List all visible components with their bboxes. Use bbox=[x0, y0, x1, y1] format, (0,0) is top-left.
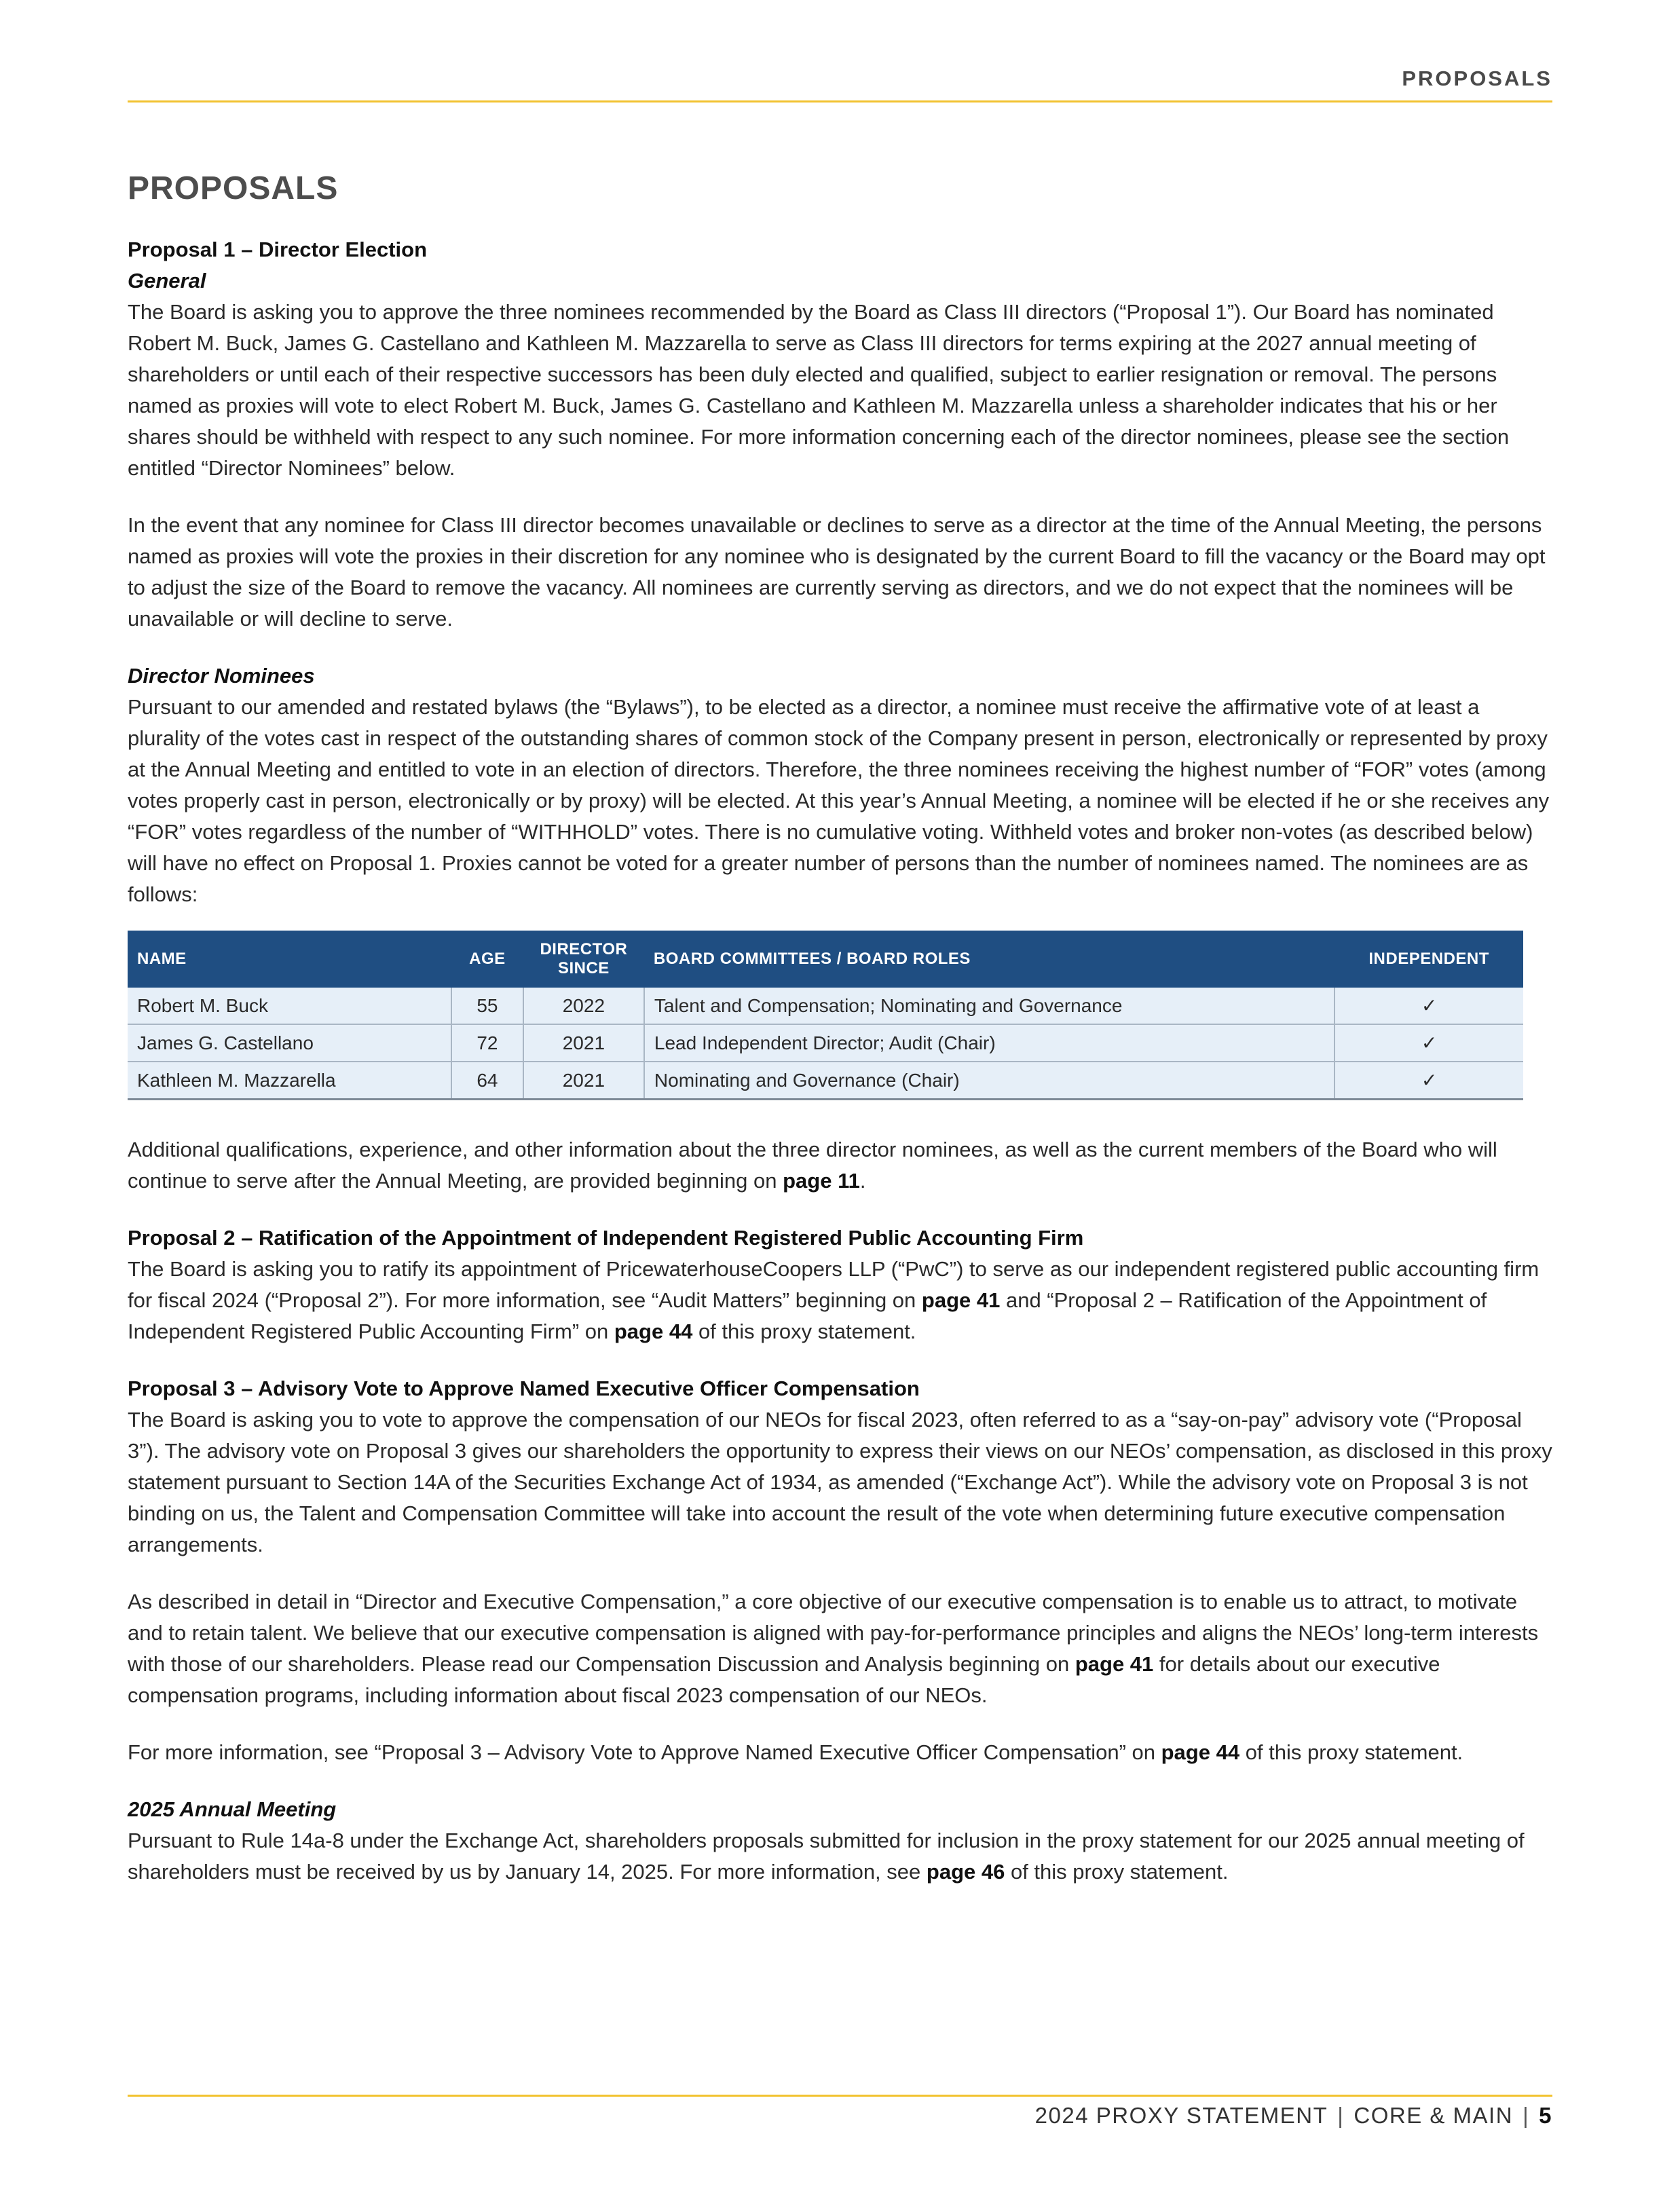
page-reference: page 41 bbox=[1075, 1652, 1154, 1676]
cell-board-roles: Talent and Compensation; Nominating and Governance bbox=[644, 988, 1334, 1024]
footer-separator: | bbox=[1523, 2103, 1530, 2128]
proposal1-paragraph-4: Additional qualifications, experience, and other information about the three director nominees, as well as the current members of the Board who will continue to serve after the Annual Meeting, are provided beginning on page 11. bbox=[128, 1138, 1497, 1193]
page-reference: page 46 bbox=[926, 1860, 1005, 1884]
column-header-board-roles: BOARD COMMITTEES / BOARD ROLES bbox=[644, 931, 1334, 988]
table-row bbox=[128, 1024, 1523, 1062]
check-icon: ✓ bbox=[1334, 988, 1523, 1024]
check-icon: ✓ bbox=[1334, 1024, 1523, 1062]
page-number: 5 bbox=[1539, 2103, 1552, 2128]
footer-separator: | bbox=[1337, 2103, 1345, 2128]
table-header-row bbox=[128, 931, 1523, 988]
proposal3-heading: Proposal 3 – Advisory Vote to Approve Named Executive Officer Compensation bbox=[128, 1377, 920, 1400]
proposal3-paragraph-1: The Board is asking you to vote to approve the compensation of our NEOs for fiscal 2023, often referred to as a “say-on-pay” advisory vote (“Proposal 3”). The advisory vote on Proposal 3 gives our shareholders the opportunity to express their views on our NEOs’ compensation, as disclosed in this proxy statement pursuant to Section 14A of the Securities Exchange Act of 1934, as amended (“Exchange Act”). While the advisory vote on Proposal 3 is not binding on us, the Talent and Compensation Committee will take into account the result of the vote when determining future executive compensation arrangements. bbox=[128, 1408, 1552, 1556]
proposal2-paragraph: The Board is asking you to ratify its appointment of PricewaterhouseCoopers LLP (“PwC”) to serve as our independent registered public accounting firm for fiscal 2024 (“Proposal 2”). For more information, see “Audit Matters” beginning on page 41 and “Proposal 2 – Ratification of the Appointment of Independent Registered Public Accounting Firm” on page 44 of this proxy statement. bbox=[128, 1257, 1539, 1343]
page-footer bbox=[1035, 2103, 1552, 2129]
column-header-age: AGE bbox=[451, 931, 523, 988]
proposal1-paragraph-3: Pursuant to our amended and restated bylaws (the “Bylaws”), to be elected as a director, a nominee must receive the affirmative vote of at least a plurality of the votes cast in respect of the outstanding shares of common stock of the Company present in person, electronically or represented by proxy at the Annual Meeting and entitled to vote in an election of directors. Therefore, the three nominees receiving the highest number of “FOR” votes (among votes properly cast in person, electronically or by proxy) will be elected. At this year’s Annual Meeting, a nominee will be elected if he or she receives any “FOR” votes regardless of the number of “WITHHOLD” votes. There is no cumulative voting. Withheld votes and broker non-votes (as described below) will have no effect on Proposal 1. Proxies cannot be voted for a greater number of persons than the number of nominees named. The nominees are as follows: bbox=[128, 695, 1550, 906]
proposal1-paragraph-2: In the event that any nominee for Class III director becomes unavailable or declines to serve as a director at the time of the Annual Meeting, the persons named as proxies will vote the proxies in their discretion for any nominee who is designated by the current Board to fill the vacancy or the Board may opt to adjust the size of the Board to remove the vacancy. All nominees are currently serving as directors, and we do not expect that the nominees will be unavailable or will decline to serve. bbox=[128, 513, 1546, 631]
cell-board-roles: Nominating and Governance (Chair) bbox=[644, 1062, 1334, 1100]
footer-company: CORE & MAIN bbox=[1354, 2103, 1514, 2128]
page-reference: page 41 bbox=[921, 1288, 1001, 1312]
cell-age: 64 bbox=[451, 1062, 523, 1100]
proposal2-heading: Proposal 2 – Ratification of the Appointment of Independent Registered Public Accounting Firm bbox=[128, 1226, 1084, 1250]
cell-age: 55 bbox=[451, 988, 523, 1024]
main-content bbox=[128, 170, 1553, 1913]
nominees-table bbox=[128, 931, 1523, 1100]
proposal3-paragraph-2: As described in detail in “Director and Executive Compensation,” a core objective of our executive compensation is to enable us to attract, to motivate and to retain talent. We believe that our executive compensation is aligned with pay-for-performance principles and aligns the NEOs’ long-term interests with those of our shareholders. Please read our Compensation Discussion and Analysis beginning on page 41 for details about our executive compensation programs, including information about fiscal 2023 compensation of our NEOs. bbox=[128, 1590, 1539, 1707]
footer-document-title: 2024 PROXY STATEMENT bbox=[1034, 2103, 1328, 2128]
table-row bbox=[128, 1062, 1523, 1100]
annual-meeting-paragraph: Pursuant to Rule 14a-8 under the Exchange Act, shareholders proposals submitted for inclusion in the proxy statement for our 2025 annual meeting of shareholders must be received by us by January 14, 2025. For more information, see page 46 of this proxy statement. bbox=[128, 1829, 1525, 1884]
cell-age: 72 bbox=[451, 1024, 523, 1062]
director-nominees-subheading: Director Nominees bbox=[128, 664, 315, 688]
page-reference: page 44 bbox=[1161, 1740, 1240, 1764]
proposal3-paragraph-3: For more information, see “Proposal 3 – Advisory Vote to Approve Named Executive Officer Compensation” on page 44 of this proxy statement. bbox=[128, 1740, 1463, 1764]
cell-board-roles: Lead Independent Director; Audit (Chair) bbox=[644, 1024, 1334, 1062]
column-header-director-since: DIRECTOR SINCE bbox=[523, 931, 644, 988]
running-header: PROPOSALS bbox=[1402, 67, 1552, 90]
table-row bbox=[128, 988, 1523, 1024]
cell-director-since: 2021 bbox=[523, 1062, 644, 1100]
cell-director-since: 2022 bbox=[523, 988, 644, 1024]
page-title: PROPOSALS bbox=[128, 170, 339, 206]
check-icon: ✓ bbox=[1334, 1062, 1523, 1100]
column-header-independent: INDEPENDENT bbox=[1334, 931, 1523, 988]
cell-name: Robert M. Buck bbox=[128, 988, 451, 1024]
page-reference: page 44 bbox=[614, 1320, 693, 1343]
column-header-name: NAME bbox=[128, 931, 451, 988]
footer-divider bbox=[128, 2095, 1552, 2097]
proposal1-paragraph-1: The Board is asking you to approve the three nominees recommended by the Board as Class III directors (“Proposal 1”). Our Board has nominated Robert M. Buck, James G. Castellano and Kathleen M. Mazzarella to serve as Class III directors for terms expiring at the 2027 annual meeting of shareholders or until each of their respective successors has been duly elected and qualified, subject to earlier resignation or removal. The persons named as proxies will vote to elect Robert M. Buck, James G. Castellano and Kathleen M. Mazzarella unless a shareholder indicates that his or her shares should be withheld with respect to any such nominee. For more information concerning each of the director nominees, please see the section entitled “Director Nominees” below. bbox=[128, 300, 1510, 480]
cell-name: James G. Castellano bbox=[128, 1024, 451, 1062]
annual-meeting-subheading: 2025 Annual Meeting bbox=[128, 1797, 337, 1821]
cell-name: Kathleen M. Mazzarella bbox=[128, 1062, 451, 1100]
general-subheading: General bbox=[128, 269, 206, 293]
proposal1-heading: Proposal 1 – Director Election bbox=[128, 238, 428, 261]
header-divider bbox=[128, 100, 1552, 102]
page-reference: page 11 bbox=[783, 1169, 860, 1193]
cell-director-since: 2021 bbox=[523, 1024, 644, 1062]
